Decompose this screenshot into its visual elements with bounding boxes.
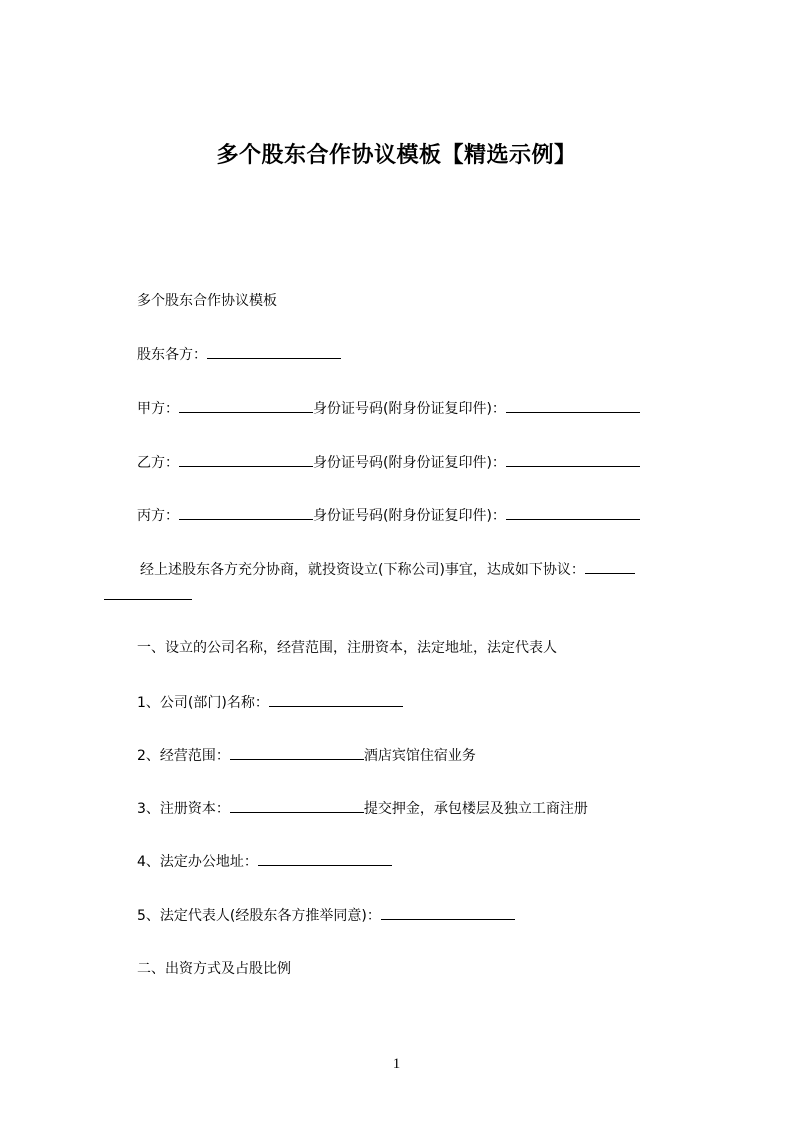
item-2-suffix: 酒店宾馆住宿业务 [363, 748, 476, 764]
shareholders-label: 股东各方： [137, 347, 207, 363]
party-a-name-blank [179, 398, 313, 413]
party-a-id-label: 身份证号码(附身份证复印件)： [313, 401, 506, 417]
party-b-name-blank [179, 452, 313, 467]
section-2-heading: 二、出资方式及占股比例 [137, 961, 291, 977]
item-3-suffix: 提交押金，承包楼层及独立工商注册 [363, 801, 588, 817]
item-5-label: 5、法定代表人(经股东各方推举同意)： [137, 908, 381, 924]
intro-blank-end [104, 585, 192, 600]
document-title: 多个股东合作协议模板【精选示例】 [216, 143, 577, 168]
item-5-line [137, 905, 515, 926]
party-c-id-label: 身份证号码(附身份证复印件)： [313, 508, 506, 524]
party-c-label: 丙方： [137, 508, 179, 524]
party-c-line [137, 505, 640, 526]
item-2-line [137, 745, 476, 766]
item-1-blank [269, 692, 403, 707]
shareholders-blank [207, 344, 341, 359]
intro-continuation [104, 585, 192, 605]
party-a-id-blank [506, 398, 640, 413]
item-1-label: 1、公司(部门)名称： [137, 695, 269, 711]
party-c-name-blank [179, 505, 313, 520]
party-b-line [137, 452, 640, 473]
party-a-line [137, 398, 640, 419]
party-b-id-blank [506, 452, 640, 467]
section-1-heading: 一、设立的公司名称，经营范围，注册资本，法定地址，法定代表人 [137, 640, 557, 656]
item-5-blank [381, 905, 515, 920]
item-4-line [137, 851, 392, 872]
item-2-blank [230, 745, 364, 760]
item-4-label: 4、法定办公地址： [137, 854, 258, 870]
party-b-id-label: 身份证号码(附身份证复印件)： [313, 455, 506, 471]
item-1-line [137, 692, 403, 713]
item-2-label: 2、经营范围： [137, 748, 230, 764]
party-c-id-blank [506, 505, 640, 520]
page-number: 1 [392, 1056, 401, 1072]
shareholders-line [137, 344, 341, 365]
intro-line [140, 559, 635, 580]
party-b-label: 乙方： [137, 455, 179, 471]
item-3-blank [230, 798, 364, 813]
item-3-label: 3、注册资本： [137, 801, 230, 817]
item-4-blank [258, 851, 392, 866]
party-a-label: 甲方： [137, 401, 179, 417]
intro-blank-start [585, 559, 635, 574]
document-subtitle: 多个股东合作协议模板 [137, 293, 277, 309]
item-3-line [137, 798, 588, 819]
intro-text: 经上述股东各方充分协商，就投资设立(下称公司)事宜，达成如下协议： [140, 562, 585, 578]
